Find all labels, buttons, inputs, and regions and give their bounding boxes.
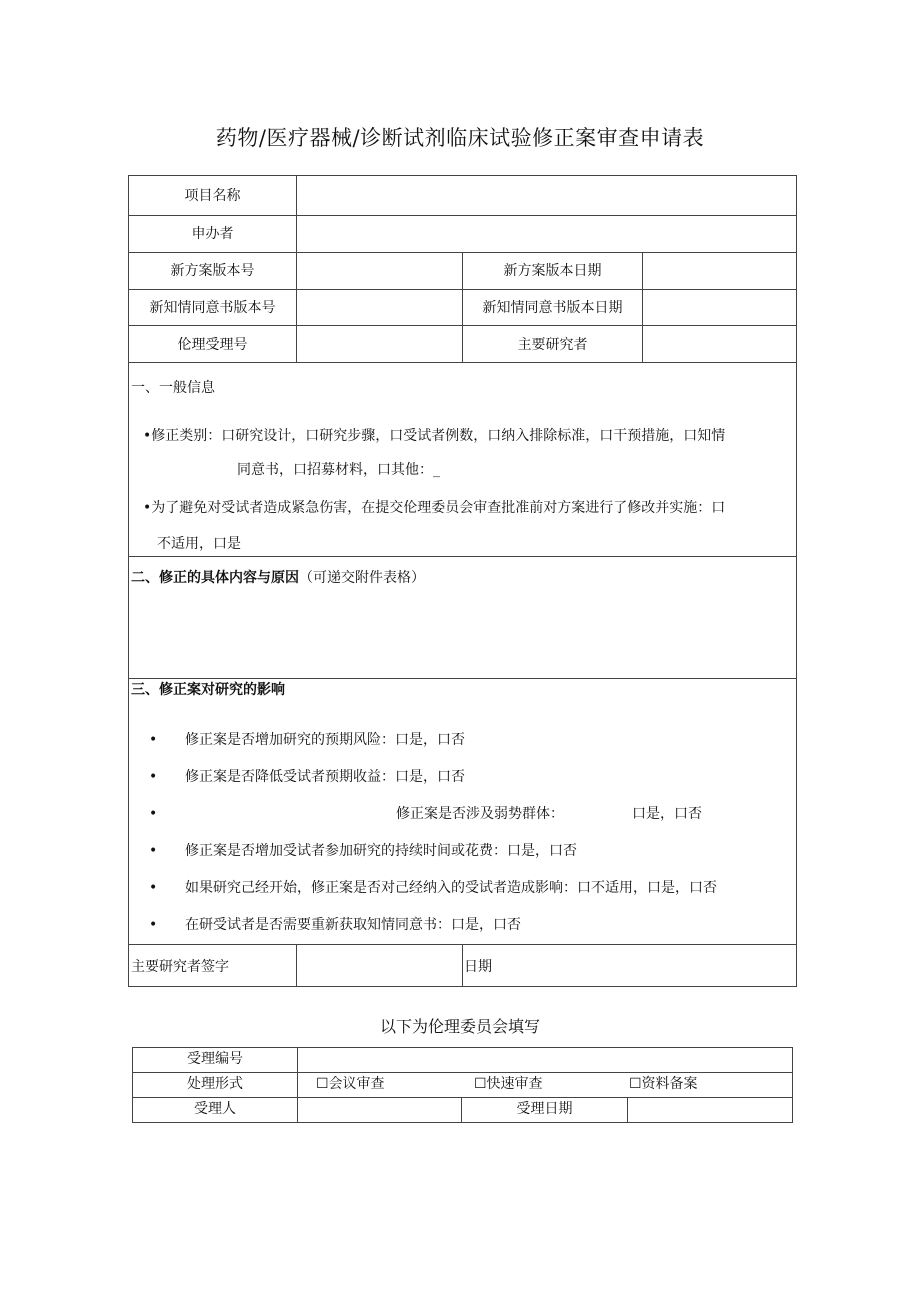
new-protocol-version-field[interactable] [297, 253, 462, 289]
pi-field[interactable] [643, 326, 795, 362]
committee-form [132, 1047, 793, 1123]
amendment-type-line2: 同意书，口招募材料，口其他：_ [237, 462, 440, 478]
impact-item-vulnerable: 修正案是否涉及弱势群体： [396, 806, 564, 822]
emergency-change-line2: 不适用，口是 [157, 536, 241, 552]
new-icf-version-field[interactable] [297, 290, 462, 325]
ethics-no-label: 伦理受理号 [177, 337, 248, 353]
pi-signature-field[interactable] [297, 945, 462, 986]
section1-heading: 一、一般信息 [131, 380, 215, 396]
impact-item-enrolled: 如果研究己经开始，修正案是否对己经纳入的受试者造成影响：口不适用，口是，口否 [185, 880, 717, 896]
receipt-no-label: 受理编号 [187, 1051, 243, 1067]
signature-date-field[interactable] [499, 945, 795, 986]
receiver-field[interactable] [298, 1098, 461, 1122]
amendment-type-line1: •修正类别：口研究设计，口研究步骤，口受试者例数，口纳入排除标准，口干预措施，口知情 [143, 428, 726, 444]
bullet: • [149, 769, 158, 785]
impact-item-duration: 修正案是否增加受试者参加研究的持续时间或花费：口是，口否 [185, 843, 577, 859]
new-icf-version-label: 新知情同意书版本号 [149, 300, 276, 316]
receipt-no-field[interactable] [298, 1049, 791, 1072]
receipt-date-label: 受理日期 [516, 1101, 573, 1117]
form-title: 药物/医疗器械/诊断试剂临床试验修正案审查申请表 [215, 126, 705, 150]
new-protocol-date-label: 新方案版本日期 [503, 263, 602, 279]
new-icf-date-label: 新知情同意书版本日期 [482, 300, 623, 316]
impact-item-reconsent: 在研受试者是否需要重新获取知情同意书：口是，口否 [185, 917, 521, 933]
project-name-label: 项目名称 [184, 188, 241, 204]
bullet: • [149, 917, 158, 933]
receipt-date-field[interactable] [628, 1098, 791, 1122]
new-icf-date-field[interactable] [643, 290, 795, 325]
date-label: 日期 [464, 959, 492, 975]
impact-item-benefit: 修正案是否降低受试者预期收益：口是，口否 [185, 769, 465, 785]
new-protocol-date-field[interactable] [643, 253, 795, 289]
receiver-label: 受理人 [194, 1101, 236, 1117]
emergency-change-line1: •为了避免对受试者造成紧急伤害，在提交伦理委员会审查批准前对方案进行了修改并实施：口 [143, 500, 726, 516]
section2-heading: 二、修正的具体内容与原因（可递交附件表格） [131, 570, 425, 586]
expedited-review-checkbox[interactable]: ☐快速审查 [474, 1076, 543, 1092]
section3-heading: 三、修正案对研究的影响 [131, 682, 285, 698]
sponsor-field[interactable] [297, 216, 795, 252]
amendment-details-field[interactable] [131, 594, 795, 676]
impact-item-risk: 修正案是否增加研究的预期风险：口是，口否 [185, 732, 465, 748]
sponsor-label: 申办者 [191, 226, 234, 242]
filing-checkbox[interactable]: ☐资料备案 [629, 1076, 698, 1092]
application-form [128, 175, 797, 987]
handling-label: 处理形式 [187, 1076, 243, 1092]
project-name-field[interactable] [297, 178, 795, 214]
pi-label: 主要研究者 [517, 337, 588, 353]
committee-heading: 以下为伦理委员会填写 [379, 1017, 540, 1036]
bullet: • [149, 732, 158, 748]
bullet: • [149, 843, 158, 859]
bullet: • [149, 880, 158, 896]
meeting-review-checkbox[interactable]: ☐会议审查 [316, 1076, 385, 1092]
bullet: • [149, 806, 158, 822]
pi-signature-label: 主要研究者签字 [131, 959, 229, 975]
impact-item-vulnerable-options: 口是，口否 [632, 806, 702, 822]
new-protocol-version-label: 新方案版本号 [170, 263, 255, 279]
ethics-no-field[interactable] [297, 326, 462, 362]
